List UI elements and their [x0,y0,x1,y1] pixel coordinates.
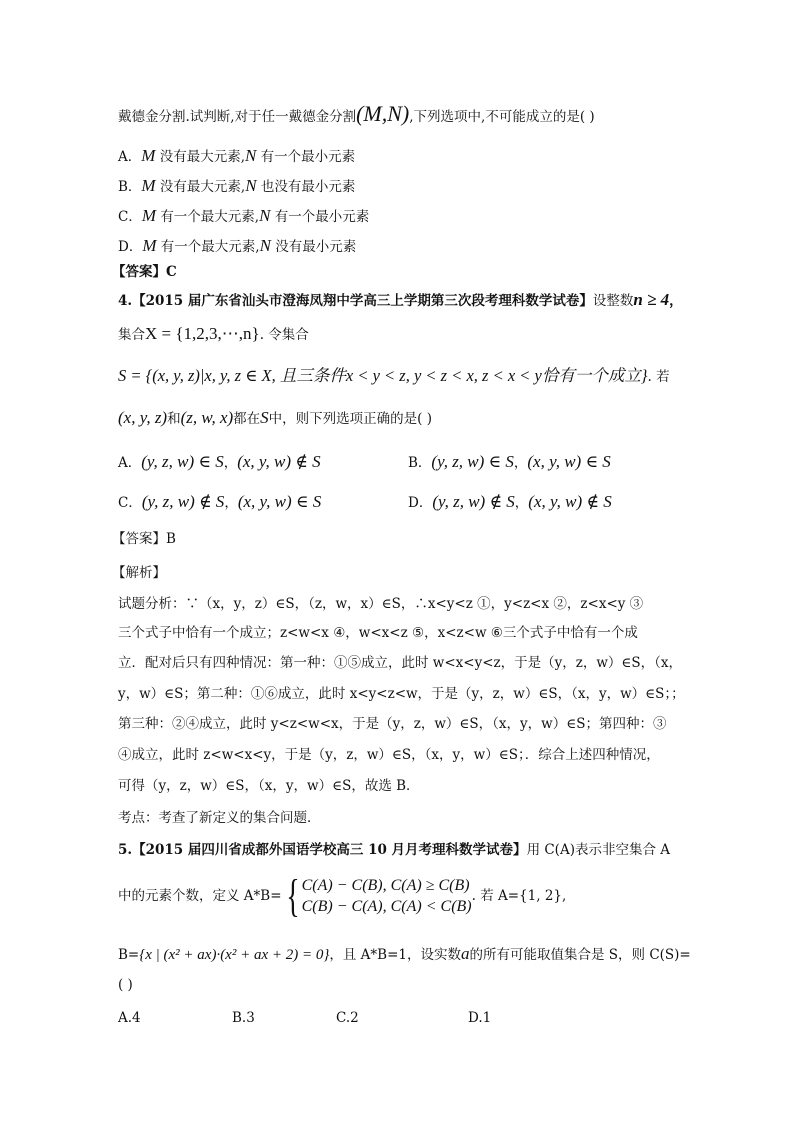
q3-answer: 【答案】C [112,264,177,280]
q4-analysis-line: 第三种：②④成立，此时 y<z<w<x，于是（y，z，w）∈S，（x，y，w）∈S；第四种：③ [118,716,667,732]
q5-case-1: C(A) − C(B), C(A) ≥ C(B) [301,877,470,894]
q5-option-a: A.4 [118,1010,141,1026]
q4-set-x: X = {1,2,3,⋯,n} [145,324,260,343]
q4-number: 4. [118,293,133,309]
q3-option-c: C．M 有一个最大元素,N 有一个最小元素 [118,206,370,225]
q5-source: 【2015 届四川省成都外国语学校高三 10 月月考理科数学试卷】 [132,842,527,858]
q5-paren: ( ) [118,977,133,993]
q5-set-b-line: B={x | (x² + ax)·(x² + ax + 2) = 0}，且 A*B=1，设实数a的所有可能取值集合是 S，则 C(S)= [118,944,691,963]
q4-set-s-line: S = {(x, y, z)|x, y, z ∈ X, 且三条件x < y < z, y < z < x, z < x < y恰有一个成立}. 若 [118,366,670,385]
q5-option-d: D.1 [468,1010,492,1026]
q4-kaodian: 考点：考查了新定义的集合问题． [118,810,321,826]
q3-intro-tail: ,下列选项中,不可能成立的是( ) [409,109,595,125]
q4-header-line: 4.【2015 届广东省汕头市澄海凤翔中学高三上学期第三次段考理科数学试卷】设整数n ≥ 4， [118,290,683,309]
q3-option-b: B．M 没有最大元素,N 也没有最小元素 [118,176,356,195]
q4-analysis-line: 立．配对后只有四种情况：第一种：①⑤成立，此时 w<x<y<z，于是（y，z，w）∈S，（x， [118,655,683,671]
q3-pair-math: (M,N) [356,101,410,126]
q4-triple-2: (z, w, x) [180,408,234,427]
q3-intro-text: 戴德金分割.试判断,对于任一戴德金分割 [118,109,357,125]
q4-condition-line: (x, y, z)和(z, w, x)都在S中，则下列选项正确的是( ) [118,408,432,427]
q4-option-b: B．(y, z, w) ∈ S，(x, y, w) ∈ S [408,452,611,471]
q5-set-b: {x | (x² + ax)·(x² + ax + 2) = 0} [139,947,330,963]
q4-analysis-line: y，w）∈S；第二种：①⑥成立，此时 x<y<z<w，于是（y，z，w）∈S，（x，y，w）∈S；； [118,686,685,702]
q5-case-2: C(B) − C(A), C(A) < C(B) [301,898,472,915]
q4-analysis-line: ④成立，此时 z<w<x<y，于是（y，z，w）∈S，（x，y，w）∈S；．综合上述四种情况， [118,747,660,763]
q4-condition: n ≥ 4 [633,290,670,309]
q5-option-b: B.3 [232,1010,255,1026]
q4-source: 【2015 届广东省汕头市澄海凤翔中学高三上学期第三次段考理科数学试卷】 [132,293,593,309]
q4-set-x-line: 集合X = {1,2,3,⋯,n}. 令集合 [118,324,309,343]
q5-header-line: 5.【2015 届四川省成都外国语学校高三 10 月月考理科数学试卷】用 C(A)表示非空集合 A [118,842,671,858]
q4-analysis-line: 可得（y，z，w）∈S，（x，y，w）∈S，故选 B． [118,778,420,794]
q4-option-d: D．(y, z, w) ∉ S，(x, y, w) ∉ S [408,492,612,511]
q3-option-d: D．M 有一个最大元素,N 没有最小元素 [118,236,357,255]
q5-option-c: C.2 [336,1010,359,1026]
q4-option-c: C．(y, z, w) ∉ S，(x, y, w) ∈ S [118,492,322,511]
q4-answer: 【答案】B [112,531,176,547]
q4-analysis-line: 三个式子中恰有一个成立；z<w<x ④，w<x<z ⑤，x<z<w ⑥三个式子中恰有一个成 [118,625,638,641]
q4-triple-1: (x, y, z) [118,408,168,427]
q3-option-a: A．M 没有最大元素,N 有一个最小元素 [118,146,356,165]
q3-intro-line [118,101,595,127]
q4-analysis-line: 试题分析：∵（x，y，z）∈S，（z，w，x）∈S，∴x<y<z ①，y<z<x ②，z<x<y ③ [118,596,644,612]
q5-definition-line: 中的元素个数，定义 A*B= { C(A) − C(B), C(A) ≥ C(B) C(B) − C(A), C(A) < C(B) . 若 A={1, 2}, [118,870,567,921]
q5-number: 5. [118,842,133,858]
q5-piecewise: { C(A) − C(B), C(A) ≥ C(B) C(B) − C(A), C(A) < C(B) [285,870,472,921]
q4-set-s-definition: S = {(x, y, z)|x, y, z ∈ X, 且三条件x < y < z, y < z < x, z < x < y恰有一个成立} [118,366,648,385]
q4-analysis-heading: 【解析】 [112,565,166,581]
q4-option-a: A．(y, z, w) ∈ S，(x, y, w) ∉ S [118,452,321,471]
